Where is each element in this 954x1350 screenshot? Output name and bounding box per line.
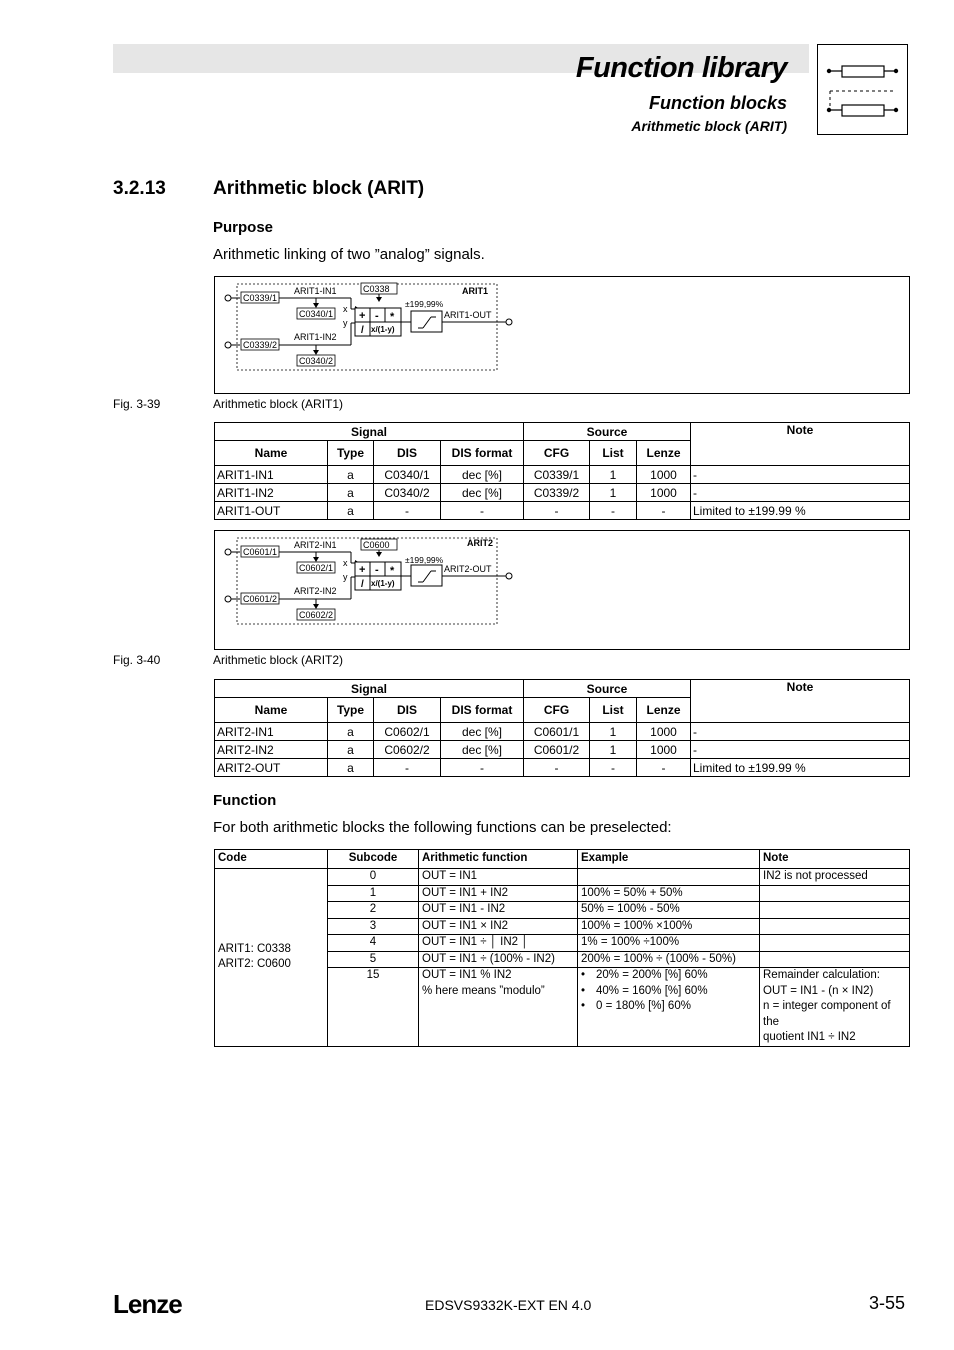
op-plus: + bbox=[359, 310, 366, 322]
example-cell bbox=[578, 869, 760, 886]
arit1-block-name: ARIT1 bbox=[462, 286, 489, 296]
cell-name: ARIT2-OUT bbox=[215, 759, 328, 777]
example-bullet: • 0 = 180% [%] 60% bbox=[581, 1000, 691, 1012]
arith-line-1: OUT = IN1 % IN2 bbox=[422, 969, 512, 981]
cell-name: ARIT1-OUT bbox=[215, 502, 328, 520]
document-id: EDSVS9332K-EXT EN 4.0 bbox=[425, 1297, 592, 1313]
arit2-block-name: ARIT2 bbox=[467, 538, 494, 548]
arith-cell: OUT = IN1 ÷ (100% - IN2) bbox=[419, 951, 578, 968]
note-line: OUT = IN1 - (n × IN2) bbox=[763, 984, 874, 997]
cell-note: - bbox=[691, 741, 910, 759]
dis-format-header: DIS format bbox=[441, 698, 524, 723]
cell-lenze: 1000 bbox=[637, 741, 691, 759]
purpose-heading: Purpose bbox=[213, 219, 274, 236]
op-mul: * bbox=[390, 311, 395, 323]
table-row bbox=[215, 869, 910, 886]
example-bullet: • 20% = 200% [%] 60% bbox=[581, 969, 708, 981]
example-header: Example bbox=[578, 850, 760, 869]
cell-type: a bbox=[328, 723, 374, 741]
cell-note: Limited to ±199.99 % bbox=[691, 759, 910, 777]
example-cell: 200% = 100% ÷ (100% - 50%) bbox=[578, 951, 760, 968]
cell-dis: - bbox=[374, 759, 441, 777]
op-minus: - bbox=[375, 564, 379, 576]
cell-list: 1 bbox=[590, 741, 637, 759]
lenze-header: Lenze bbox=[637, 698, 691, 723]
arit2-limit: ±199,99% bbox=[405, 555, 444, 565]
purpose-text: Arithmetic linking of two ”analog” signals. bbox=[213, 246, 485, 263]
table-row bbox=[215, 759, 910, 777]
cell-dis-format: - bbox=[441, 502, 524, 520]
note-line: quotient IN1 ÷ IN2 bbox=[763, 1031, 856, 1043]
op-plus: + bbox=[359, 564, 366, 576]
signal-header: Signal bbox=[215, 423, 524, 441]
lenze-header: Lenze bbox=[637, 441, 691, 466]
page-title: Function library bbox=[575, 52, 787, 84]
source-header: Source bbox=[524, 680, 691, 698]
note-cell bbox=[760, 951, 910, 968]
cell-list: 1 bbox=[590, 466, 637, 484]
example-bullet: • 40% = 160% [%] 60% bbox=[581, 984, 708, 997]
arit1-limit: ±199,99% bbox=[405, 299, 444, 309]
note-cell bbox=[760, 968, 910, 1047]
code-line-1: ARIT1: C0338 bbox=[218, 942, 291, 955]
cell-dis: C0602/2 bbox=[374, 741, 441, 759]
arit1-x-label: x bbox=[343, 304, 348, 314]
note-cell bbox=[760, 885, 910, 902]
lenze-logo: Lenze bbox=[113, 1289, 182, 1319]
arit1-in2-label: ARIT1-IN2 bbox=[294, 332, 337, 342]
cell-lenze: - bbox=[637, 502, 691, 520]
dis-format-header: DIS format bbox=[441, 441, 524, 466]
arith-header: Arithmetic function bbox=[419, 850, 578, 869]
op-div: / bbox=[361, 579, 364, 590]
arit2-in1-dis: C0602/1 bbox=[299, 563, 334, 573]
function-block-icon bbox=[817, 44, 908, 135]
arith-cell: OUT = IN1 - IN2 bbox=[419, 902, 578, 919]
note-cell bbox=[760, 935, 910, 952]
cell-type: a bbox=[328, 741, 374, 759]
note-cell bbox=[760, 918, 910, 935]
cell-list: 1 bbox=[590, 484, 637, 502]
cell-type: a bbox=[328, 466, 374, 484]
signal-header: Signal bbox=[215, 680, 524, 698]
fig1-number: Fig. 3-39 bbox=[113, 397, 161, 411]
subcode-cell: 1 bbox=[328, 885, 419, 902]
arith-cell: OUT = IN1 × IN2 bbox=[419, 918, 578, 935]
function-text: For both arithmetic blocks the following functions can be preselected: bbox=[213, 819, 672, 836]
cell-lenze: 1000 bbox=[637, 723, 691, 741]
cell-type: a bbox=[328, 484, 374, 502]
op-special: x/(1-y) bbox=[371, 579, 395, 588]
example-cell: 100% = 50% + 50% bbox=[578, 885, 760, 902]
code-line-2: ARIT2: C0600 bbox=[218, 958, 291, 971]
table-row bbox=[215, 723, 910, 741]
arith-cell: OUT = IN1 + IN2 bbox=[419, 885, 578, 902]
subcode-cell: 3 bbox=[328, 918, 419, 935]
cfg-header: CFG bbox=[524, 441, 590, 466]
arit2-x-label: x bbox=[343, 558, 348, 568]
table-row bbox=[215, 741, 910, 759]
cell-dis: C0340/1 bbox=[374, 466, 441, 484]
op-mul: * bbox=[390, 565, 395, 577]
cell-dis-format: dec [%] bbox=[441, 723, 524, 741]
arit1-y-label: y bbox=[343, 318, 348, 328]
note-cell: IN2 is not processed bbox=[760, 869, 910, 886]
arit1-out-label: ARIT1-OUT bbox=[444, 310, 492, 320]
chapter-subtitle: Function blocks bbox=[648, 93, 787, 113]
cell-list: - bbox=[590, 502, 637, 520]
subcode-cell: 4 bbox=[328, 935, 419, 952]
arit2-out-label: ARIT2-OUT bbox=[444, 564, 492, 574]
function-heading: Function bbox=[213, 792, 277, 809]
arith-line-2: % here means ”modulo” bbox=[422, 984, 545, 997]
fig2-caption: Arithmetic block (ARIT2) bbox=[213, 653, 344, 667]
subcode-header: Subcode bbox=[328, 850, 419, 869]
dis-header: DIS bbox=[374, 698, 441, 723]
arit1-func-code: C0338 bbox=[363, 284, 390, 294]
cell-cfg: C0339/1 bbox=[524, 466, 590, 484]
note-line: n = integer component of the bbox=[763, 1000, 891, 1028]
arit2-diagram bbox=[214, 530, 910, 650]
subcode-cell: 2 bbox=[328, 902, 419, 919]
arit2-in1-label: ARIT2-IN1 bbox=[294, 540, 337, 550]
arit2-func-code: C0600 bbox=[363, 540, 390, 550]
cell-note: - bbox=[691, 723, 910, 741]
cell-lenze: - bbox=[637, 759, 691, 777]
cell-cfg: C0601/1 bbox=[524, 723, 590, 741]
cell-dis: - bbox=[374, 502, 441, 520]
cell-dis: C0602/1 bbox=[374, 723, 441, 741]
arith-cell: OUT = IN1 ÷ │ IN2 │ bbox=[419, 935, 578, 952]
arit2-y-label: y bbox=[343, 572, 348, 582]
section-number: 3.2.13 bbox=[113, 178, 166, 199]
cell-cfg: C0339/2 bbox=[524, 484, 590, 502]
arit1-in2-code: C0339/2 bbox=[243, 340, 278, 350]
example-text: 0 = 180% [%] 60% bbox=[596, 1000, 691, 1012]
arit2-signal-table bbox=[214, 679, 910, 777]
arit1-signal-table bbox=[214, 422, 910, 520]
cell-dis-format: - bbox=[441, 759, 524, 777]
code-cell bbox=[215, 869, 328, 1047]
type-header: Type bbox=[328, 698, 374, 723]
arit2-in1-code: C0601/1 bbox=[243, 547, 278, 557]
source-header: Source bbox=[524, 423, 691, 441]
cell-dis-format: dec [%] bbox=[441, 484, 524, 502]
cell-name: ARIT1-IN2 bbox=[215, 484, 328, 502]
example-cell: 1% = 100% ÷100% bbox=[578, 935, 760, 952]
example-text: 40% = 160% [%] 60% bbox=[596, 984, 708, 997]
cell-lenze: 1000 bbox=[637, 466, 691, 484]
table-row bbox=[215, 466, 910, 484]
arit1-diagram bbox=[214, 276, 910, 394]
section-subtitle: Arithmetic block (ARIT) bbox=[631, 118, 787, 134]
section-title: Arithmetic block (ARIT) bbox=[213, 178, 425, 199]
arit2-in2-label: ARIT2-IN2 bbox=[294, 586, 337, 596]
arith-cell: OUT = IN1 bbox=[419, 869, 578, 886]
cell-name: ARIT2-IN2 bbox=[215, 741, 328, 759]
page-number: 3-55 bbox=[869, 1293, 906, 1313]
fig2-number: Fig. 3-40 bbox=[113, 653, 161, 667]
cell-note: Limited to ±199.99 % bbox=[691, 502, 910, 520]
fig1-caption: Arithmetic block (ARIT1) bbox=[213, 397, 344, 411]
op-special: x/(1-y) bbox=[371, 325, 395, 334]
op-minus: - bbox=[375, 310, 379, 322]
cell-dis: C0340/2 bbox=[374, 484, 441, 502]
note-header: Note bbox=[691, 423, 910, 466]
note-header: Note bbox=[760, 850, 910, 869]
subcode-cell: 0 bbox=[328, 869, 419, 886]
cell-type: a bbox=[328, 759, 374, 777]
cell-lenze: 1000 bbox=[637, 484, 691, 502]
note-line: Remainder calculation: bbox=[763, 969, 880, 981]
arit1-in2-dis: C0340/2 bbox=[299, 356, 334, 366]
subcode-cell: 15 bbox=[328, 968, 419, 1047]
name-header: Name bbox=[215, 698, 328, 723]
cell-note: - bbox=[691, 466, 910, 484]
cell-note: - bbox=[691, 484, 910, 502]
arith-cell bbox=[419, 968, 578, 1047]
list-header: List bbox=[590, 441, 637, 466]
example-cell: 50% = 100% - 50% bbox=[578, 902, 760, 919]
arit2-in2-dis: C0602/2 bbox=[299, 610, 334, 620]
note-header: Note bbox=[691, 680, 910, 723]
arit1-in1-code: C0339/1 bbox=[243, 293, 278, 303]
cell-cfg: C0601/2 bbox=[524, 741, 590, 759]
op-div: / bbox=[361, 325, 364, 336]
example-text: 20% = 200% [%] 60% bbox=[596, 969, 708, 981]
subcode-cell: 5 bbox=[328, 951, 419, 968]
list-header: List bbox=[590, 698, 637, 723]
cell-name: ARIT1-IN1 bbox=[215, 466, 328, 484]
cell-list: - bbox=[590, 759, 637, 777]
table-row bbox=[215, 502, 910, 520]
dis-header: DIS bbox=[374, 441, 441, 466]
table-row bbox=[215, 484, 910, 502]
note-cell bbox=[760, 902, 910, 919]
cell-name: ARIT2-IN1 bbox=[215, 723, 328, 741]
function-table bbox=[214, 849, 910, 1047]
arit1-in1-label: ARIT1-IN1 bbox=[294, 286, 337, 296]
cell-cfg: - bbox=[524, 759, 590, 777]
arit1-in1-dis: C0340/1 bbox=[299, 309, 334, 319]
arit2-in2-code: C0601/2 bbox=[243, 594, 278, 604]
cell-dis-format: dec [%] bbox=[441, 466, 524, 484]
example-cell: 100% = 100% ×100% bbox=[578, 918, 760, 935]
cell-dis-format: dec [%] bbox=[441, 741, 524, 759]
type-header: Type bbox=[328, 441, 374, 466]
cell-type: a bbox=[328, 502, 374, 520]
code-header: Code bbox=[215, 850, 328, 869]
cell-list: 1 bbox=[590, 723, 637, 741]
name-header: Name bbox=[215, 441, 328, 466]
example-cell bbox=[578, 968, 760, 1047]
cfg-header: CFG bbox=[524, 698, 590, 723]
cell-cfg: - bbox=[524, 502, 590, 520]
